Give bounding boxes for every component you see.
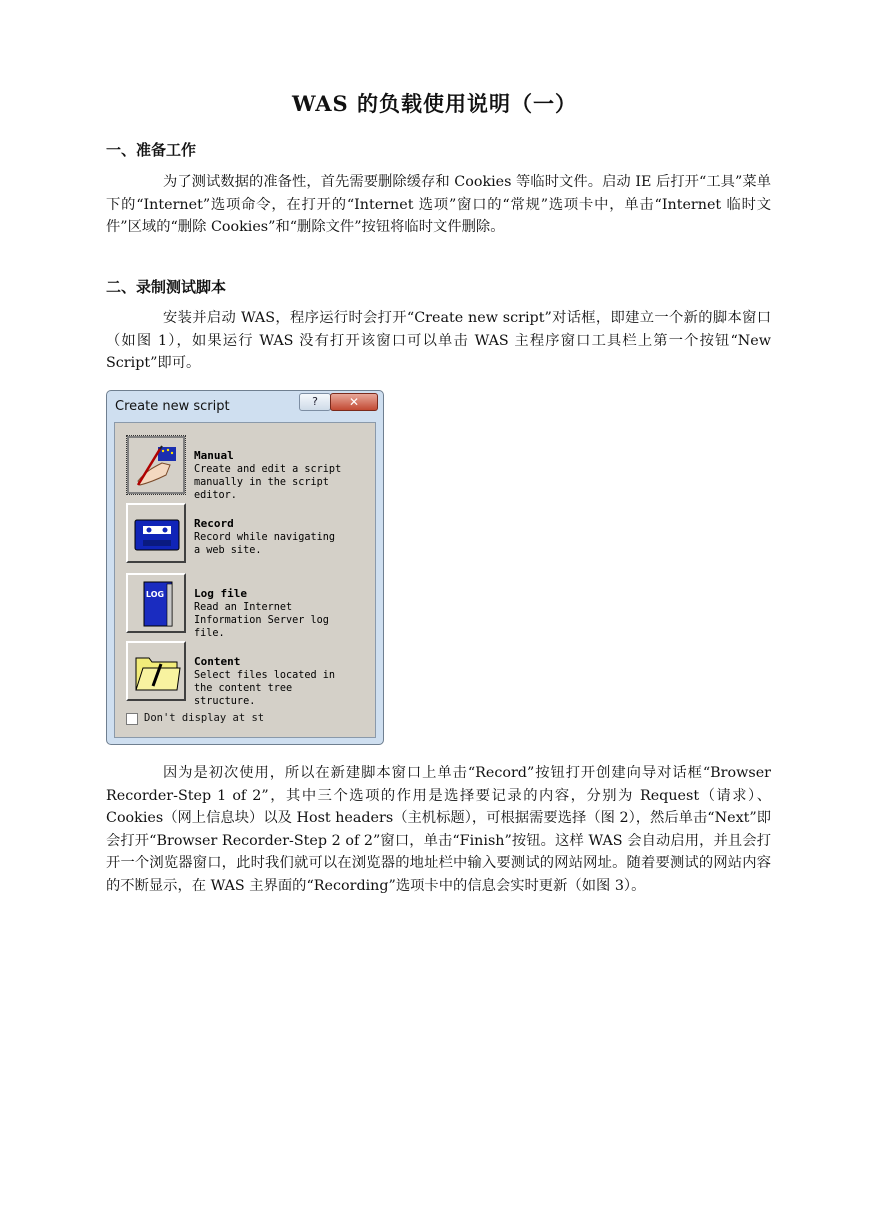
paragraph-create-script: 安装并启动 WAS，程序运行时会打开“Create new script”对话框，即建立一个新的脚本窗口（如图 1），如果运行 WAS 没有打开该窗口可以单击 WAS 主程序窗口工具栏上第一个按钮“New Script”即可。	[106, 310, 771, 372]
document-title: WAS 的负载使用说明（一）	[291, 91, 577, 116]
dont-display-checkbox[interactable]	[126, 713, 138, 725]
help-button[interactable]: ?	[299, 393, 331, 411]
record-button[interactable]	[126, 503, 186, 563]
log-file-button[interactable]	[126, 573, 186, 633]
dialog-body	[114, 422, 376, 738]
dont-display-row[interactable]	[126, 712, 265, 726]
svg-text:LOG: LOG	[145, 590, 165, 599]
option-log-file-description: Read an Internet Information Server log file.	[194, 602, 329, 640]
option-manual-name: Manual	[194, 449, 234, 462]
option-log-file-name: Log file	[194, 587, 247, 600]
paragraph-record-wizard: 因为是初次使用，所以在新建脚本窗口上单击“Record”按钮打开创建向导对话框“Browser Recorder-Step 1 of 2”，其中三个选项的作用是选择要记录的内容，分别为 Request（请求）、Cookies（网上信息块）以及 Host headers（主机标题），可根据需要选择（图 2），然后单击“Next”即会打开“Browser Recorder-Step 2 of 2”窗口，单击“Finish”按钮。这样 WAS 会自动启用，并且会打开一个浏览器窗口，此时我们就可以在浏览器的地址栏中输入要测试的网站网址。随着要测试的网站内容的不断显示，在 WAS 主界面的“Recording”选项卡中的信息会实时更新（如图 3）。	[106, 765, 771, 894]
close-button[interactable]: ✕	[330, 393, 378, 411]
paragraph-preparation: 为了测试数据的准备性，首先需要删除缓存和 Cookies 等临时文件。启动 IE 后打开“工具”菜单下的“Internet”选项命令，在打开的“Internet 选项”窗口的“常规”选项卡中，单击“Internet 临时文件”区域的“删除 Cookies”和“删除文件”按钮将临时文件删除。	[106, 174, 771, 236]
option-manual[interactable]	[126, 435, 376, 502]
option-content-description: Select files located in the content tree structure.	[194, 670, 336, 708]
cassette-icon	[133, 510, 181, 558]
hand-pen-icon	[132, 441, 180, 489]
option-record[interactable]	[126, 503, 376, 565]
content-button[interactable]	[126, 641, 186, 701]
log-book-icon	[133, 580, 181, 628]
manual-button[interactable]	[126, 435, 186, 495]
option-record-description: Record while navigating a web site.	[194, 532, 336, 557]
option-log-file[interactable]	[126, 573, 376, 640]
folder-icon	[133, 648, 181, 696]
option-record-name: Record	[194, 517, 234, 530]
option-content-name: Content	[194, 655, 241, 668]
section-heading-preparation: 一、准备工作	[106, 141, 197, 159]
dont-display-label: Don't display at st	[144, 712, 265, 724]
option-content[interactable]	[126, 641, 376, 708]
dialog-title: Create new script	[115, 399, 230, 414]
option-manual-description: Create and edit a script manually in the script editor.	[194, 464, 342, 502]
section-heading-record-script: 二、录制测试脚本	[106, 278, 227, 296]
create-new-script-dialog	[106, 390, 384, 745]
